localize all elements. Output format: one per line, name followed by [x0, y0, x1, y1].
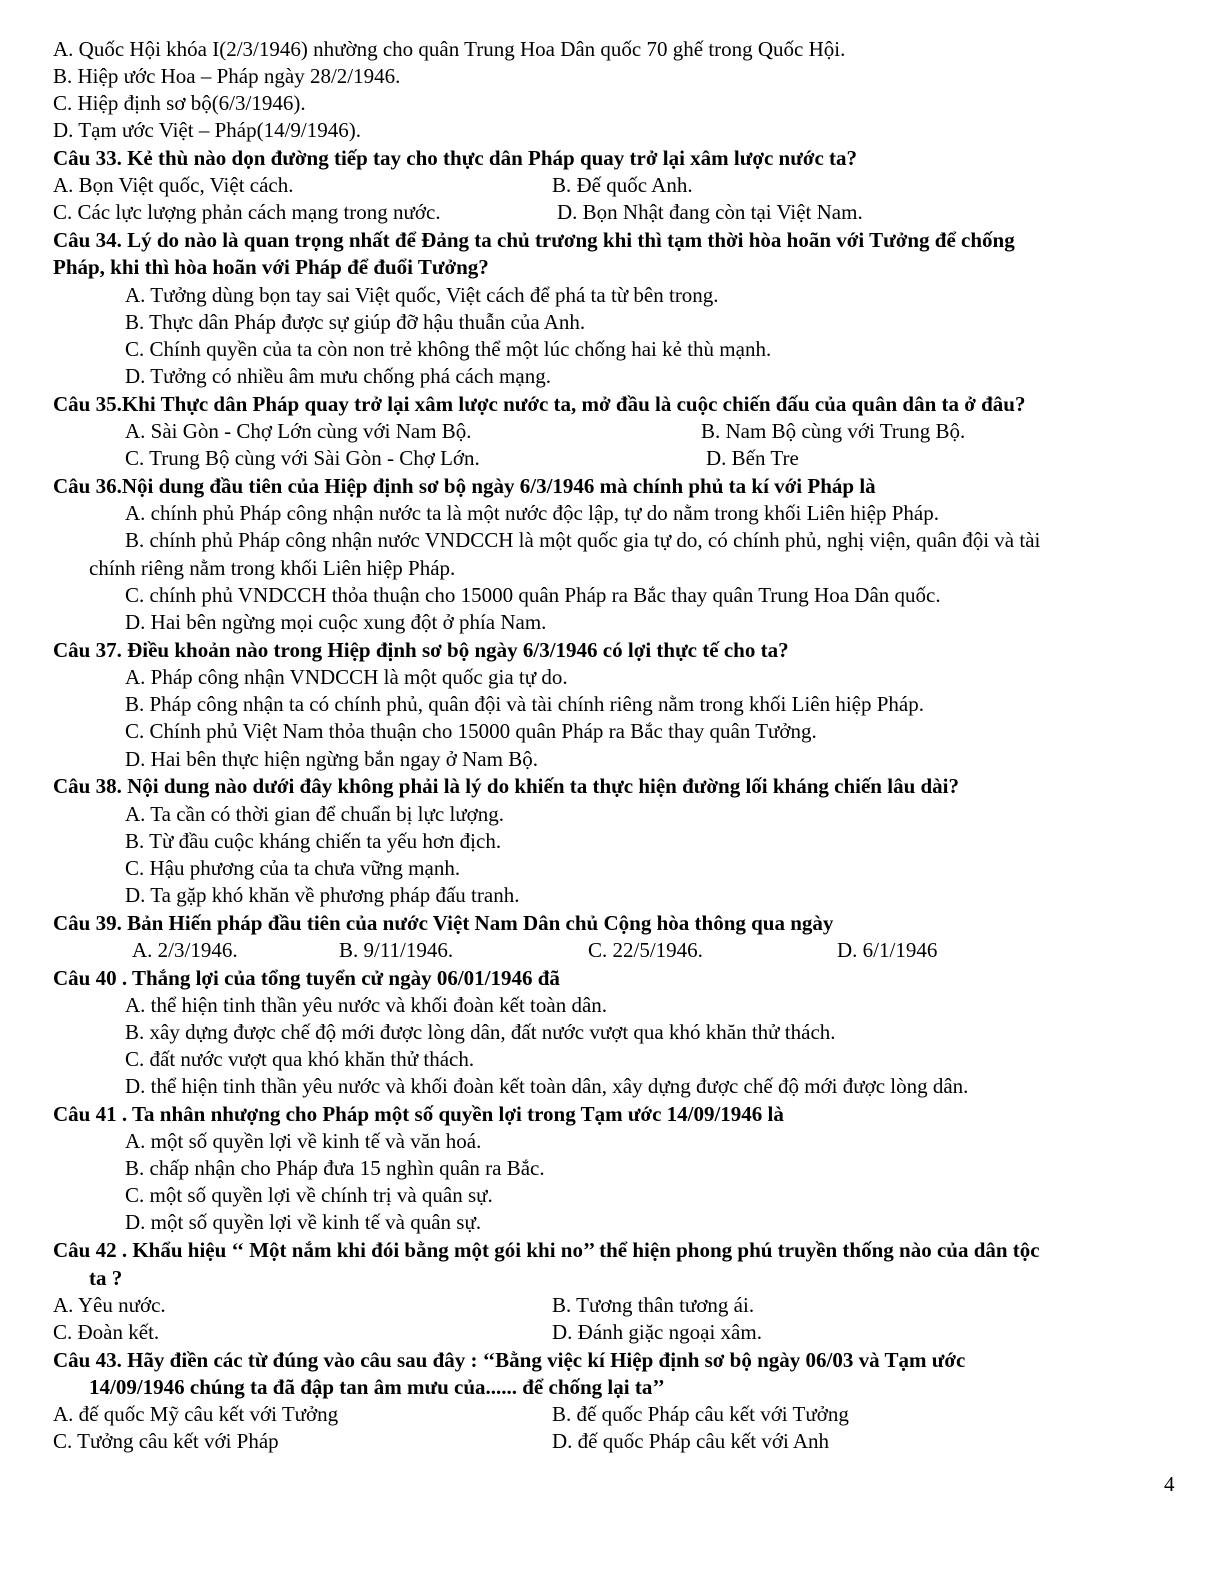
option-line: C. Trung Bộ cùng với Sài Gòn - Chợ Lớn.	[125, 446, 480, 470]
question-41: Câu 41 . Ta nhân nhượng cho Pháp một số quyền lợi trong Tạm ước 14/09/1946 là	[53, 1102, 784, 1126]
option-line: C. Chính phủ Việt Nam thỏa thuận cho 15000 quân Pháp ra Bắc thay quân Tưởng.	[125, 719, 817, 743]
option-line: D. Bến Tre	[706, 446, 799, 470]
option-line: D. Đánh giặc ngoại xâm.	[552, 1320, 762, 1344]
option-line: B. Pháp công nhận ta có chính phủ, quân đội và tài chính riêng nằm trong khối Liên hiệp Pháp.	[125, 692, 925, 716]
option-line: B. Đế quốc Anh.	[552, 173, 693, 197]
option-line: D. Tạm ước Việt – Pháp(14/9/1946).	[53, 118, 361, 142]
option-line: A. Yêu nước.	[53, 1293, 166, 1317]
option-line: B. Tương thân tương ái.	[552, 1293, 755, 1317]
option-line: A. Pháp công nhận VNDCCH là một quốc gia tự do.	[125, 665, 568, 689]
option-line: D. 6/1/1946	[837, 938, 938, 962]
option-line: D. thể hiện tinh thần yêu nước và khối đoàn kết toàn dân, xây dựng được chế độ mới được lòng dân.	[125, 1074, 969, 1098]
option-line: D. đế quốc Pháp câu kết với Anh	[552, 1429, 830, 1453]
option-line: B. Nam Bộ cùng với Trung Bộ.	[701, 419, 966, 443]
question-39: Câu 39. Bản Hiến pháp đầu tiên của nước Việt Nam Dân chủ Cộng hòa thông qua ngày	[53, 911, 834, 935]
option-line: chính riêng nằm trong khối Liên hiệp Pháp.	[89, 556, 456, 580]
option-line: D. Ta gặp khó khăn về phương pháp đấu tranh.	[125, 883, 520, 907]
option-line: A. một số quyền lợi về kinh tế và văn hoá.	[125, 1129, 482, 1153]
option-line: C. Đoàn kết.	[53, 1320, 160, 1344]
option-line: C. chính phủ VNDCCH thỏa thuận cho 15000 quân Pháp ra Bắc thay quân Trung Hoa Dân quốc.	[125, 583, 941, 607]
question-38: Câu 38. Nội dung nào dưới đây không phải là lý do khiến ta thực hiện đường lối kháng chiến lâu dài?	[53, 774, 960, 798]
question-34: Câu 34. Lý do nào là quan trọng nhất để Đảng ta chủ trương khi thì tạm thời hòa hoãn với Tưởng để chống	[53, 228, 1015, 252]
option-line: A. Sài Gòn - Chợ Lớn cùng với Nam Bộ.	[125, 419, 472, 443]
option-line: A. Quốc Hội khóa I(2/3/1946) nhường cho quân Trung Hoa Dân quốc 70 ghế trong Quốc Hội.	[53, 37, 846, 61]
option-line: C. Hậu phương của ta chưa vững mạnh.	[125, 856, 461, 880]
option-line: A. thể hiện tinh thần yêu nước và khối đoàn kết toàn dân.	[125, 993, 608, 1017]
option-line: C. Tưởng câu kết với Pháp	[53, 1429, 279, 1453]
option-line: A. chính phủ Pháp công nhận nước ta là một nước độc lập, tự do nằm trong khối Liên hiệp Pháp.	[125, 501, 939, 525]
question-43-cont: 14/09/1946 chúng ta đã đập tan âm mưu của...... để chống lại ta’’	[89, 1375, 665, 1399]
option-line: D. một số quyền lợi về kinh tế và quân sự.	[125, 1210, 482, 1234]
option-line: C. 22/5/1946.	[588, 938, 703, 962]
option-line: B. đế quốc Pháp câu kết với Tưởng	[552, 1402, 849, 1426]
question-40: Câu 40 . Thắng lợi của tổng tuyển cử ngày 06/01/1946 đã	[53, 966, 560, 990]
question-36: Câu 36.Nội dung đầu tiên của Hiệp định sơ bộ ngày 6/3/1946 mà chính phủ ta kí với Pháp là	[53, 474, 876, 498]
question-34-cont: Pháp, khi thì hòa hoãn với Pháp để đuổi Tưởng?	[53, 255, 489, 279]
option-line: A. 2/3/1946.	[132, 938, 238, 962]
option-line: C. một số quyền lợi về chính trị và quân sự.	[125, 1183, 493, 1207]
option-line: B. Hiệp ước Hoa – Pháp ngày 28/2/1946.	[53, 64, 401, 88]
option-line: A. Bọn Việt quốc, Việt cách.	[53, 173, 294, 197]
option-line: C. đất nước vượt qua khó khăn thử thách.	[125, 1047, 475, 1071]
option-line: D. Hai bên ngừng mọi cuộc xung đột ở phía Nam.	[125, 610, 547, 634]
option-line: B. Thực dân Pháp được sự giúp đỡ hậu thuẫn của Anh.	[125, 310, 586, 334]
option-line: B. chấp nhận cho Pháp đưa 15 nghìn quân ra Bắc.	[125, 1156, 545, 1180]
option-line: B. chính phủ Pháp công nhận nước VNDCCH là một quốc gia tự do, có chính phủ, nghị viện, quân đội và tài	[125, 528, 1041, 552]
option-line: A. Ta cần có thời gian để chuẩn bị lực lượng.	[125, 802, 505, 826]
option-line: C. Hiệp định sơ bộ(6/3/1946).	[53, 91, 306, 115]
option-line: D. Tưởng có nhiều âm mưu chống phá cách mạng.	[125, 364, 551, 388]
question-35: Câu 35.Khi Thực dân Pháp quay trở lại xâm lược nước ta, mở đầu là cuộc chiến đấu của quân dân ta ở đâu?	[53, 392, 1026, 416]
option-line: A. đế quốc Mỹ câu kết với Tưởng	[53, 1402, 339, 1426]
page-number: 4	[1164, 1472, 1175, 1496]
question-33: Câu 33. Kẻ thù nào dọn đường tiếp tay cho thực dân Pháp quay trở lại xâm lược nước ta?	[53, 146, 858, 170]
option-line: C. Chính quyền của ta còn non trẻ không thể một lúc chống hai kẻ thù mạnh.	[125, 337, 772, 361]
option-line: A. Tưởng dùng bọn tay sai Việt quốc, Việt cách để phá ta từ bên trong.	[125, 283, 719, 307]
option-line: B. 9/11/1946.	[339, 938, 454, 962]
option-line: D. Hai bên thực hiện ngừng bắn ngay ở Nam Bộ.	[125, 747, 538, 771]
option-line: B. xây dựng được chế độ mới được lòng dân, đất nước vượt qua khó khăn thử thách.	[125, 1020, 836, 1044]
question-42-cont: ta ?	[89, 1266, 123, 1290]
question-37: Câu 37. Điều khoản nào trong Hiệp định sơ bộ ngày 6/3/1946 có lợi thực tế cho ta?	[53, 638, 789, 662]
option-line: C. Các lực lượng phản cách mạng trong nước.	[53, 200, 441, 224]
question-43: Câu 43. Hãy điền các từ đúng vào câu sau đây : ‘‘Bằng việc kí Hiệp định sơ bộ ngày 06/03 và Tạm ước	[53, 1348, 966, 1372]
question-42: Câu 42 . Khẩu hiệu ‘‘ Một nắm khi đói bằng một gói khi no’’ thể hiện phong phú truyền thống nào của dân tộc	[53, 1238, 1040, 1262]
option-line: D. Bọn Nhật đang còn tại Việt Nam.	[557, 200, 863, 224]
option-line: B. Từ đầu cuộc kháng chiến ta yếu hơn địch.	[125, 829, 502, 853]
